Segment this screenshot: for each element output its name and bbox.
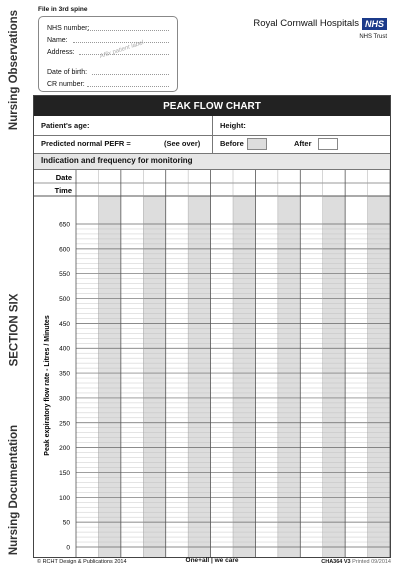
form-code: CHA364 V3 [321, 559, 351, 565]
org-trust: NHS Trust [359, 34, 387, 40]
organisation-header [253, 15, 387, 40]
y-tick-label: 350 [59, 370, 70, 378]
predicted-row [34, 135, 390, 154]
footer-slogan: One+all | we care [185, 557, 239, 564]
patient-label-stamp: Affix patient label [99, 40, 145, 60]
y-axis-label: Peak expiratory flow rate - Litres / Minutes [44, 315, 51, 456]
y-tick-label: 150 [59, 469, 70, 477]
field-label: NHS number: [47, 25, 90, 32]
y-tick-label: 550 [59, 271, 70, 279]
indication-label: Indication and frequency for monitoring [41, 156, 193, 165]
column-shade [323, 196, 345, 557]
predicted-label: Predicted normal PEFR = [41, 139, 131, 148]
indication-row [34, 154, 390, 170]
y-tick-label: 50 [62, 519, 70, 527]
y-tick-label: 450 [59, 320, 70, 328]
column-shade [188, 196, 210, 557]
date-label: Date [55, 173, 72, 182]
field-dob [47, 67, 169, 76]
y-tick-label: 100 [59, 494, 70, 502]
side-label-documentation [2, 410, 26, 570]
before-label: Before [220, 139, 244, 148]
y-tick-label: 300 [59, 395, 70, 403]
before-input[interactable] [247, 138, 267, 150]
field-label: Date of birth: [47, 69, 88, 76]
y-tick-label: 200 [59, 445, 70, 453]
field-name [47, 35, 169, 44]
field-label: Address: [47, 49, 75, 56]
patient-label-box[interactable] [38, 16, 178, 92]
file-note: File in 3rd spine [38, 6, 88, 13]
after-label: After [294, 139, 312, 148]
y-tick-label: 0 [66, 544, 70, 552]
side-observations-text: Nursing Observations [8, 9, 21, 131]
side-section-text: SECTION SIX [8, 293, 21, 367]
column-shade [98, 196, 120, 557]
print-date: Printed 09/2014 [352, 559, 391, 565]
footer [33, 557, 391, 569]
org-name: Royal Cornwall Hospitals [253, 18, 359, 30]
y-tick-label: 500 [59, 296, 70, 304]
peak-flow-form [33, 95, 391, 558]
field-label: Name: [47, 37, 68, 44]
side-label-section [2, 280, 26, 380]
patient-age-label: Patient's age: [41, 121, 90, 130]
y-tick-label: 400 [59, 345, 70, 353]
y-tick-label: 650 [59, 221, 70, 229]
y-tick-label: 600 [59, 246, 70, 254]
column-shade [233, 196, 255, 557]
time-label: Time [54, 186, 72, 195]
see-over-label: (See over) [164, 139, 201, 148]
field-label: CR number: [47, 81, 85, 88]
column-shade [278, 196, 300, 557]
form-title: PEAK FLOW CHART [34, 96, 390, 116]
height-label: Height: [220, 121, 246, 130]
y-tick-label: 250 [59, 420, 70, 428]
peak-flow-grid[interactable] [34, 170, 390, 557]
field-cr-number [47, 79, 169, 88]
footer-copyright: © RCHT Design & Publications 2014 [37, 559, 127, 565]
side-documentation-text: Nursing Documentation [8, 424, 20, 556]
side-label-observations [2, 0, 26, 140]
footer-code [321, 559, 391, 565]
after-input[interactable] [318, 138, 338, 150]
column-shade [143, 196, 165, 557]
field-nhs-number [47, 23, 169, 32]
patient-info-row [34, 116, 390, 136]
nhs-logo-icon: NHS [362, 18, 387, 30]
column-shade [368, 196, 390, 557]
